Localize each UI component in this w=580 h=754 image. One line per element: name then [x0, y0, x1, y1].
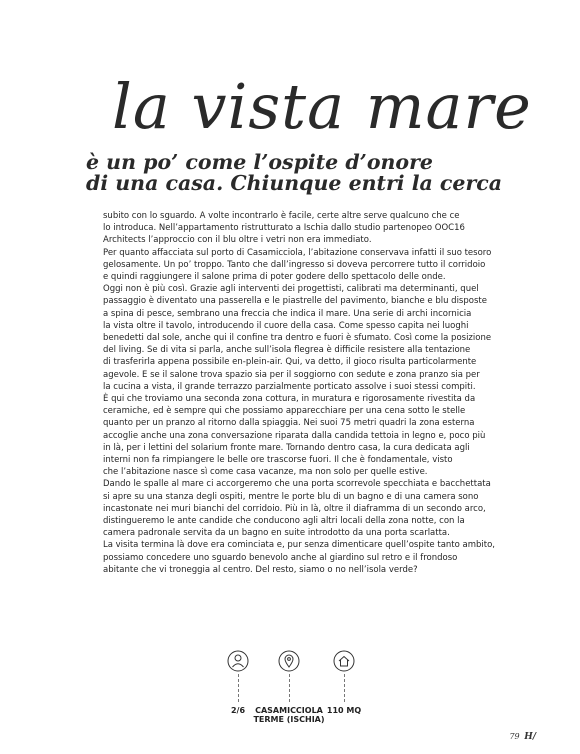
- body-line: incastonate nei muri bianchi del corridoio. Più in là, oltre il diaframma di un secondo arco,: [103, 503, 486, 514]
- body-line: lo introduca. Nell’appartamento ristrutturato a Ischia dallo studio partenopeo OOC16: [103, 223, 465, 234]
- body-line: benedetti dal sole, anche qui il confine tra dentro e fuori è sfumato. Così come la posizione: [103, 333, 492, 344]
- body-line: del living. Se di vita si parla, anche sull’isola flegrea è difficile resistere alla tentazione: [103, 345, 471, 356]
- body-line: passaggio è diventato una passerella e le piastrelle del pavimento, bianche e blu disposte: [103, 296, 487, 307]
- person-icon: [227, 650, 249, 672]
- body-line: possiamo concedere uno sguardo benevolo anche al giardino sul retro e il frondoso: [103, 552, 458, 563]
- stat-area: [304, 650, 384, 715]
- stat-people-value: 2/6: [230, 706, 246, 715]
- body-line: la vista oltre il tavolo, introducendo il cuore della casa. Come spesso capita nei luoghi: [103, 320, 469, 331]
- body-line: Architects l’approccio con il blu oltre i vetri non era immediato.: [103, 235, 372, 246]
- body-line: Per quanto affacciata sul porto di Casamicciola, l’abitazione conservava infatti il suo tesoro: [103, 247, 492, 258]
- body-line: È qui che troviamo una seconda zona cottura, in muratura e rigorosamente rivestita da: [103, 394, 476, 405]
- body-line: si apre su una stanza degli ospiti, mentre le porte blu di un bagno e di una camera sono: [103, 491, 479, 502]
- magazine-logo: H/: [524, 732, 536, 742]
- stat-area-value: 110 MQ: [326, 706, 362, 715]
- body-line: La visita termina là dove era cominciata e, pur senza dimenticare quell’ospite tanto ambito,: [103, 540, 496, 551]
- body-line: distingueremo le ante candide che conducono agli altri locali della zona notte, con la: [103, 516, 465, 527]
- body-line: e quindi raggiungere il salone prima di poter godere dello spettacolo delle onde.: [103, 272, 446, 283]
- body-line: che l’abitazione nasce sì come casa vacanze, ma non solo per quelle estive.: [103, 467, 428, 478]
- body-line: di trasferirla appena possibile en-plein-air. Qui, va detto, il gioco risulta particolarmente: [103, 357, 477, 368]
- body-line: Dando le spalle al mare ci accorgeremo che una porta scorrevole specchiata e bacchettata: [103, 479, 491, 490]
- stat-divider: [344, 674, 345, 702]
- house-icon: [333, 650, 355, 672]
- stat-divider: [289, 674, 290, 702]
- body-line: camera padronale servita da un bagno en suite introdotto da una porta scarlatta.: [103, 528, 450, 539]
- subtitle-line-2: di una casa. Chiunque entri la cerca: [86, 171, 503, 195]
- body-line: gelosamente. Un po’ troppo. Tanto che dall’ingresso si doveva percorrere tutto il corridoio: [103, 259, 486, 270]
- body-line: in là, per i lettini del solarium fronte mare. Tornando dentro casa, la cura dedicata agli: [103, 442, 470, 453]
- stat-location-line-2: TERME (ISCHIA): [253, 715, 325, 724]
- page-subtitle: [86, 152, 506, 194]
- body-line: Oggi non è più così. Grazie agli interventi dei progettisti, calibrati ma determinanti, quel: [103, 284, 479, 295]
- body-line: interni non fa rimpiangere le belle ore trascorse fuori. Il che è fondamentale, visto: [103, 455, 453, 466]
- body-line: quanto per un pranzo al ritorno dalla spiaggia. Nei suoi 75 metri quadri la zona esterna: [103, 418, 475, 429]
- subtitle-line-1: è un po’ come l’ospite d’onore: [86, 150, 433, 174]
- page-title: la vista mare: [112, 70, 532, 143]
- body-line: agevole. E se il salone trova spazio sia per il soggiorno con sedute e zona pranzo sia per: [103, 369, 480, 380]
- body-line: accoglie anche una zona conversazione riparata dalla candida tettoia in legno e, poco più: [103, 430, 486, 441]
- page-folio: [509, 732, 536, 742]
- body-line: la cucina a vista, il grande terrazzo parzialmente porticato assolve i suoi stessi compiti.: [103, 381, 476, 392]
- body-line: abitante che vi troneggia al centro. Del resto, siamo o no nell’isola verde?: [103, 564, 418, 575]
- location-pin-icon: [278, 650, 300, 672]
- article-body: [103, 210, 496, 576]
- stat-location-line-1: CASAMICCIOLA: [255, 706, 323, 715]
- page-number: 79: [509, 732, 520, 741]
- body-line: ceramiche, ed è sempre qui che possiamo apparecchiare per una cena sotto le stelle: [103, 406, 466, 417]
- stats-bar: [0, 650, 580, 724]
- stat-divider: [238, 674, 239, 702]
- body-line: subito con lo sguardo. A volte incontrarlo è facile, certe altre serve qualcuno che ce: [103, 211, 460, 221]
- body-line: a spina di pesce, sembrano una freccia che indica il mare. Una serie di archi incornicia: [103, 308, 472, 319]
